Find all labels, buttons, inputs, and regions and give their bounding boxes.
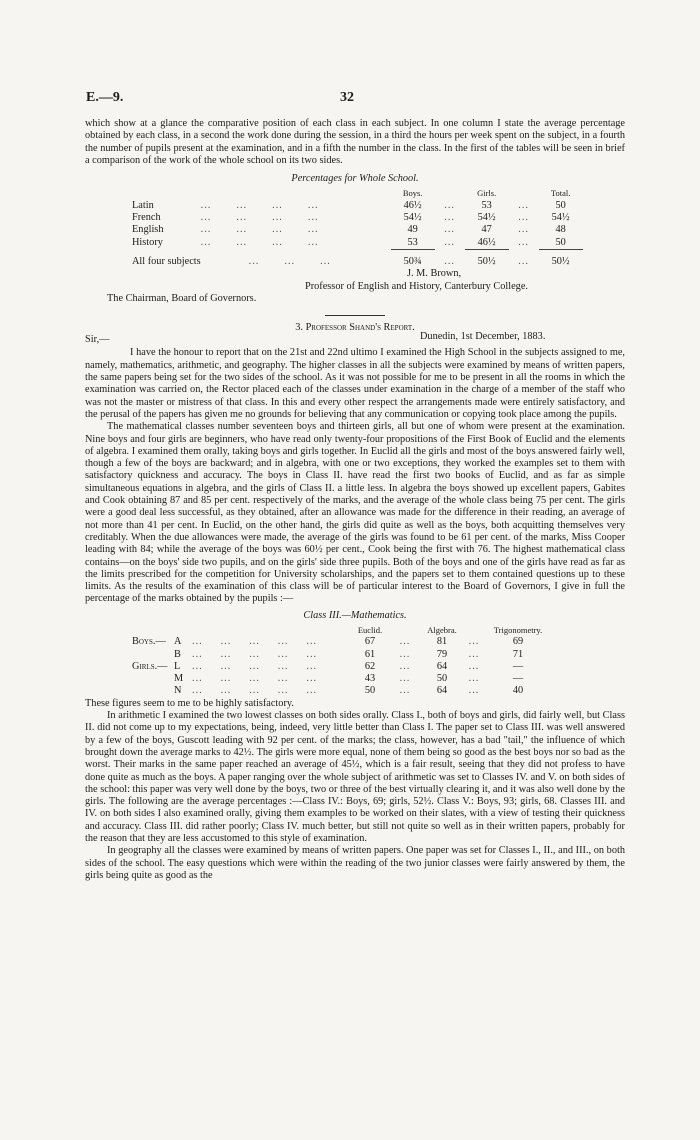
pupil-cell: N bbox=[174, 685, 182, 697]
addressee: The Chairman, Board of Governors. bbox=[107, 292, 257, 304]
page-header bbox=[86, 90, 626, 106]
pupil-cell: A bbox=[174, 636, 182, 648]
paragraph: I have the honour to report that on the 21st and 22nd ultimo I examined the High School in the subjects assigned to me, namely, mathematics, arithmetic, and geography. The higher classes in all the subjects were examined by means of written papers, the same papers being set for the two sides of the school. As it was not possible for me to be present in all the rooms in which the examination was carried on, the Rector placed each of the classes under examination in the charge of a member of the staff who was not the master or mistress of that class. In this and every other respect the arrangements made were entirely satisfactory, and the perusal of the papers has given me no grounds for believing that any communication or copying took place among the pupils. bbox=[85, 347, 625, 420]
paragraph: In geography all the classes were examined by means of written papers. One paper was set for Classes I., II., and III., on both sides of the school. The easy questions which were within the reading of the two junior classes were fairly answered by them, the girls being quite as good as the bbox=[85, 845, 625, 881]
girls-cell: 54½ bbox=[477, 212, 496, 224]
group-cell: Boys.— bbox=[132, 636, 166, 648]
total-cell: 50 bbox=[555, 199, 566, 211]
section-divider bbox=[325, 315, 385, 316]
table-row: Girls.— L ... ... ... ... ... 62 ... 64 ... — bbox=[132, 661, 550, 673]
table2-caption: Class III.—Mathematics. bbox=[303, 609, 407, 621]
trig-cell: — bbox=[512, 673, 524, 685]
trig-cell: 69 bbox=[512, 636, 524, 648]
summary-total: 50½ bbox=[551, 255, 570, 267]
paragraph: In arithmetic I examined the two lowest classes on both sides orally. Class I., both of boys and girls, did fairly well, but Class II. did not come up to my expectations, being, indeed, very little better than Class I. The paper set to Class III. was well answered by a few of the boys, Guscott leading with 92 per cent. of the marks; the class, however, has a bad "tail," the influence of which brought down the average marks to 42½. The girls were more equal, none of them being so good as the best boys nor so bad as the worst. Their marks in the same paper reached an average of 45½, which is a fair result, seeing that they did not profess to have done quite as much as the boys. A paper ranging over the whole subject of arithmetic was set to Classes IV. and V. on both sides of the school: this paper was very well done by the boys, two or three of the best virtually clearing it, and it was also well done by the girls. The following are the average percentages :—Class IV.: Boys, 69; girls, 52½. Class V.: Boys, 93; girls, 68. Classes III. and IV. on both sides I also examined orally, giving them examples to be worked on their slates, with a view of testing their quickness and accuracy. Class III. did rather poorly; Class IV. much better, but still not quite so well as in their written papers, probably for the reason that they are less accustomed to this style of examination. bbox=[85, 710, 625, 845]
euclid-cell: 62 bbox=[364, 660, 376, 672]
table2-header-trig: Trigonometry. bbox=[493, 624, 543, 635]
table2-comment: These figures seem to me to be highly satisfactory. bbox=[85, 697, 294, 709]
table1-caption: Percentages for Whole School. bbox=[291, 173, 419, 185]
pupil-cell: L bbox=[174, 660, 181, 672]
total-cell: 50 bbox=[539, 237, 583, 250]
subject-cell: French bbox=[132, 212, 161, 224]
algebra-cell: 79 bbox=[436, 648, 448, 660]
table-row: M ... ... ... ... ... 43 ... 50 ... — bbox=[132, 673, 550, 685]
euclid-cell: 43 bbox=[364, 673, 376, 685]
intro-paragraph: which show at a glance the comparative position of each class in each subject. In one column I state the average percentage obtained by each class, in a second the work done during the session, in a third the hours per week spent on the subject, in a fourth the number of pupils present at the examination, and in a fifth the number in the class. In the first of the tables will be seen in brief a comparison of the work of the whole school on its two sides. bbox=[85, 118, 625, 166]
table-row: English ... ... ... ... 49 ... 47 ... 48 bbox=[132, 224, 583, 236]
group-cell bbox=[132, 673, 174, 685]
subject-cell: Latin bbox=[132, 199, 154, 211]
pupil-cell: M bbox=[174, 673, 184, 685]
algebra-cell: 64 bbox=[436, 685, 448, 697]
table-row: B ... ... ... ... ... 61 ... 79 ... 71 bbox=[132, 649, 550, 661]
euclid-cell: 50 bbox=[364, 685, 376, 697]
trig-cell: 71 bbox=[512, 648, 524, 660]
table1-header-girls: Girls. bbox=[477, 188, 497, 199]
table2-header-algebra: Algebra. bbox=[427, 624, 457, 635]
signature-title: Professor of English and History, Canterbury College. bbox=[305, 280, 528, 292]
girls-cell: 46½ bbox=[465, 237, 509, 250]
group-cell: Girls.— bbox=[132, 660, 168, 672]
section-title: 3. Professor Shand's Report. bbox=[295, 322, 415, 334]
paragraph: The mathematical classes number seventeen boys and thirteen girls, all but one of whom were present at the examination. Nine boys and four girls are beginners, who have read only twenty-four propositions of the First Book of Euclid and the elements of algebra. I examined them orally, taking boys and girls together. In Euclid all the girls and most of the boys answered fairly well, though a few of the boys are backward; and in algebra, with one or two exceptions, they worked the examples set to them with satisfactory quickness and accuracy. The boys in Class II. have read the first two books of Euclid, and as far as simple simultaneous equations in algebra, and the girls of Class II. a little less. In algebra the boys showed up excellent papers, Gabites and Cook obtaining 87 and 85 per cent. respectively of the marks, and the average of the whole class being 75 per cent. The girls were a good deal less successful, as they obtained, after an allowance was made for the difference in their reading, an average of not more than 41 per cent. In Euclid, on the other hand, the girls did quite as well as the boys, both acquitting themselves very creditably. When the due allowances were made, the average of the girls was found to be 61 per cent. of the marks, Miss Cooper leading with 84; while the average of the boys was 60½ per cent., Cook being the first with 76. The highest mathematical class contains—on the boys' side two pupils, and on the girls' side three pupils. Both of the boys and one of the girls have read as far as the limits prescribed for the competition for University scholarships, and the papers set to them contained questions up to these limits. As the results of the examination of this class will be of particular interest to the Board of Governors, I give in full the percentage of the marks obtained by the pupils :— bbox=[85, 421, 625, 605]
table-row: History ... ... ... ... 53 ... 46½ ... 50 bbox=[132, 237, 583, 250]
group-cell bbox=[132, 649, 174, 661]
algebra-cell: 50 bbox=[436, 673, 448, 685]
summary-row: All four subjects ... ... ... 50¾ ... 50½ ... 50½ bbox=[132, 249, 583, 268]
table1-header-total: Total. bbox=[550, 188, 571, 199]
table2-header-row bbox=[132, 624, 550, 636]
boys-cell: 53 bbox=[391, 237, 435, 250]
whole-school-table bbox=[132, 187, 583, 268]
summary-boys: 50¾ bbox=[403, 255, 422, 267]
page-number: 32 bbox=[340, 90, 354, 105]
boys-cell: 49 bbox=[407, 224, 418, 236]
pupil-cell: B bbox=[174, 648, 181, 660]
salutation-line bbox=[85, 331, 625, 347]
table-row: Latin ... ... ... ... 46½ ... 53 ... 50 bbox=[132, 200, 583, 212]
girls-cell: 53 bbox=[481, 199, 492, 211]
mathematics-table bbox=[132, 624, 550, 698]
total-cell: 54½ bbox=[551, 212, 570, 224]
algebra-cell: 81 bbox=[436, 636, 448, 648]
trig-cell: 40 bbox=[512, 685, 524, 697]
document-reference: E.—9. bbox=[86, 90, 124, 105]
subject-cell: English bbox=[132, 224, 164, 236]
summary-subject: All four subjects bbox=[132, 255, 201, 267]
total-cell: 48 bbox=[555, 224, 566, 236]
euclid-cell: 67 bbox=[364, 636, 376, 648]
algebra-cell: 64 bbox=[436, 660, 448, 672]
summary-girls: 50½ bbox=[477, 255, 496, 267]
table2-header-euclid: Euclid. bbox=[357, 624, 383, 635]
euclid-cell: 61 bbox=[364, 648, 376, 660]
document-body bbox=[85, 118, 625, 882]
table1-header-row bbox=[132, 187, 583, 199]
boys-cell: 54½ bbox=[403, 212, 422, 224]
signature-name: J. M. Brown, bbox=[407, 268, 462, 280]
trig-cell: — bbox=[512, 660, 524, 672]
subject-cell: History bbox=[132, 236, 163, 248]
table-row: N ... ... ... ... ... 50 ... 64 ... 40 bbox=[132, 685, 550, 697]
group-cell bbox=[132, 685, 174, 697]
table1-header-boys: Boys. bbox=[402, 188, 423, 199]
place-date: Dunedin, 1st December, 1883. bbox=[420, 331, 546, 343]
salutation: Sir,— bbox=[85, 334, 110, 346]
table-row: French ... ... ... ... 54½ ... 54½ ... 54½ bbox=[132, 212, 583, 224]
table-row: Boys.— A ... ... ... ... ... 67 ... 81 ... 69 bbox=[132, 636, 550, 648]
girls-cell: 47 bbox=[481, 224, 492, 236]
boys-cell: 46½ bbox=[403, 199, 422, 211]
